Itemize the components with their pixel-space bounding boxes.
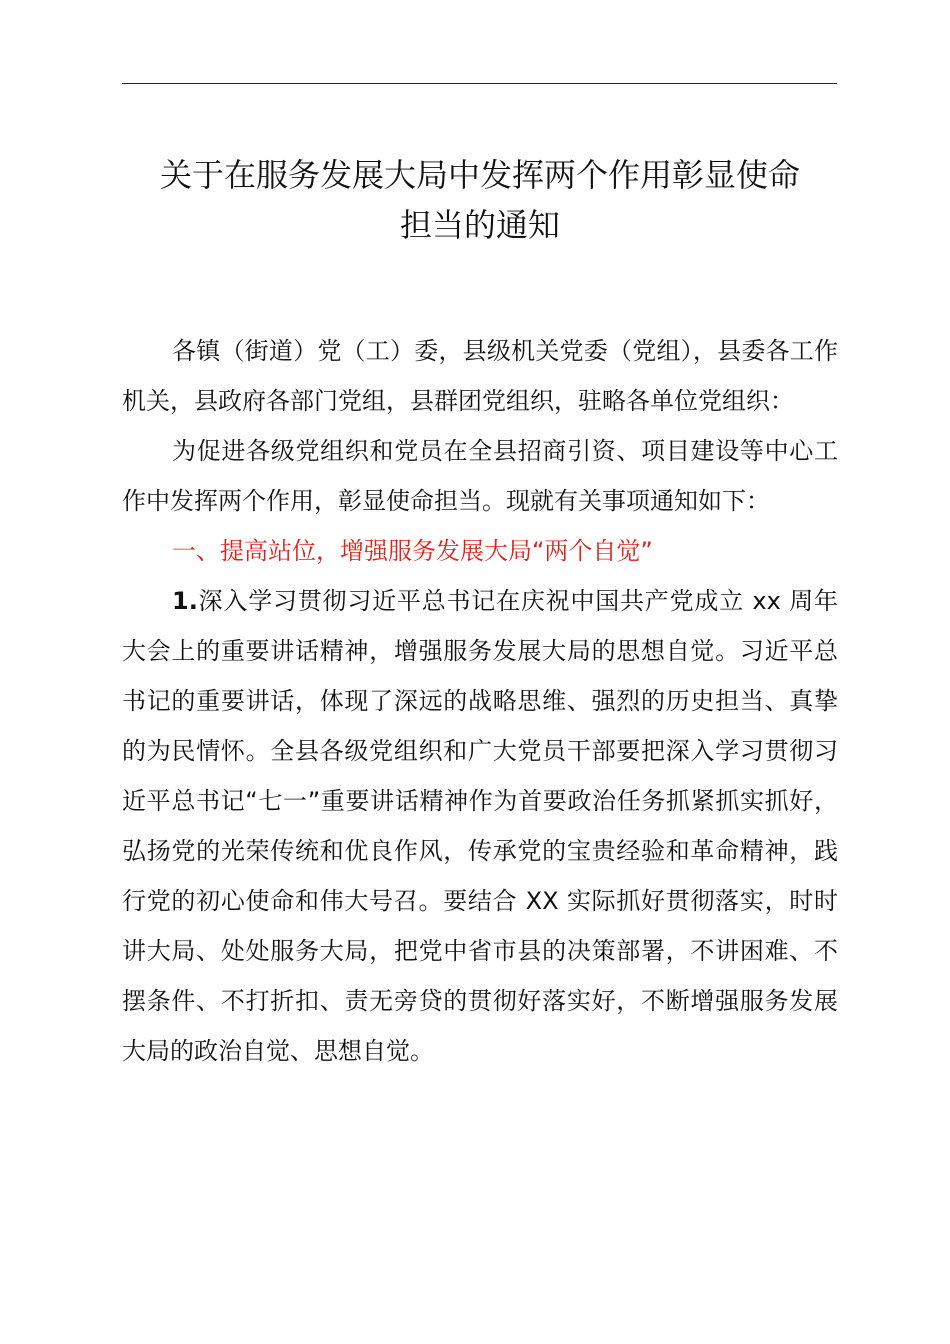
header-rule <box>122 83 837 84</box>
title-line-1: 关于在服务发展大局中发挥两个作用彰显使命 <box>159 156 800 194</box>
document-body <box>122 326 838 1076</box>
title-line-2: 担当的通知 <box>399 206 560 244</box>
intro-paragraph: 为促进各级党组织和党员在全县招商引资、项目建设等中心工作中发挥两个作用，彰显使命担当。现就有关事项通知如下： <box>122 437 838 515</box>
item-1-number: 1. <box>172 587 198 615</box>
section-1-heading: 一、提高站位，增强服务发展大局“两个自觉” <box>172 537 653 565</box>
item-1-paragraph <box>122 576 838 1076</box>
item-1-text: 深入学习贯彻习近平总书记在庆祝中国共产党成立 xx 周年大会上的重要讲话精神，增强服务发展大局的思想自觉。习近平总书记的重要讲话，体现了深远的战略思维、强烈的历史担当、真挚的为民情怀。全县各级党组织和广大党员干部要把深入学习贯彻习近平总书记“七一”重要讲话精神作为首要政治任务抓紧抓实抓好，弘扬党的光荣传统和优良作风，传承党的宝贵经验和革命精神，践行党的初心使命和伟大号召。要结合 XX 实际抓好贯彻落实，时时讲大局、处处服务大局，把党中省市县的决策部署，不讲困难、不摆条件、不打折扣、责无旁贷的贯彻好落实好，不断增强服务发展大局的政治自觉、思想自觉。 <box>122 587 838 1065</box>
salutation-paragraph: 各镇（街道）党（工）委，县级机关党委（党组），县委各工作机关，县政府各部门党组，县群团党组织，驻略各单位党组织： <box>122 337 838 415</box>
document-title <box>100 150 860 250</box>
